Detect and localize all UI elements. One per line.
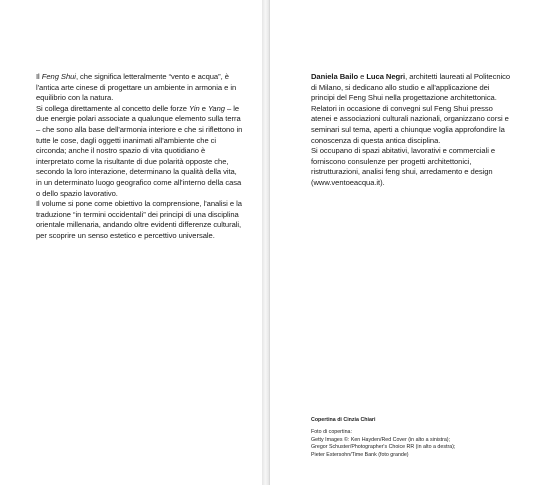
services-paragraph: Si occupano di spazi abitativi, lavorativi e commerciali e forniscono consulenze per progetti architettonici, ristrutturazioni, analisi feng shui, arredamento e design (www.ventoeacqua.it). bbox=[311, 146, 496, 187]
right-page-text bbox=[311, 72, 511, 189]
credit-line: Gregor Schuster/Photographer's Choice RR (in alto a destra); bbox=[311, 444, 456, 451]
credit-line: Foto di copertina: bbox=[311, 429, 352, 436]
yin-yang-paragraph bbox=[36, 104, 244, 199]
cover-credit-title: Copertina di Cinzia Chiari bbox=[311, 417, 376, 423]
credit-line: Getty Images ©: Ken Hayden/Red Cover (in alto a sinistra); bbox=[311, 436, 451, 443]
text-segment: e bbox=[358, 72, 367, 81]
text-segment: , architetti laureati al Politecnico di Milano, si dedicano allo studio e all'applicazione dei principi del Feng Shui nella progettazione architettonica. Relatori in occasione di convegni sul Feng Shui presso atenei e associazioni culturali nazionali, organizzano corsi e seminari sul tema, aperti a chiunque voglia approfondire la conoscenza di questa antica disciplina. bbox=[311, 72, 511, 145]
text-segment-italic: Feng Shui bbox=[41, 72, 76, 81]
text-segment-italic: Yang bbox=[207, 103, 225, 113]
author-name: Daniela Bailo bbox=[311, 72, 359, 81]
text-segment: , che significa letteralmente “vento e acqua”, è l'antica arte cinese di progettare un ambiente in armonia e in equilibrio con la natura. bbox=[36, 72, 237, 103]
text-segment: – le due energie polari associate a qualunque elemento sulla terra – che sono alla base dell'armonia interiore e che si riflettono in tutte le cose, dagli oggetti inanimati all'ambiente che ci circonda; anche il nostro spazio di vita quotidiano è interpretato come la risultante di due polarità opposte che, secondo la loro interazione, determinano la qualità della vita, in un determinato luogo geografico come all'interno della casa o dello spazio lavorativo. bbox=[36, 103, 243, 198]
book-gutter bbox=[262, 0, 269, 485]
left-page-text bbox=[36, 72, 244, 242]
volume-goal-paragraph bbox=[36, 199, 244, 241]
credit-line: Pieter Estersohn/Time Bank (foto grande) bbox=[311, 451, 409, 458]
text-segment-italic: Yin bbox=[188, 103, 200, 113]
text-segment: Il volume si pone come obiettivo la comprensione, l'analisi e la traduzione “in termini occidentali” dei principi di una disciplina orientale millenaria, andando oltre evidenti differenze culturali, per scoprire un senso estetico e percettivo universale. bbox=[36, 199, 242, 240]
text-segment: Si collega direttamente al concetto delle forze bbox=[36, 103, 189, 113]
intro-paragraph bbox=[36, 72, 244, 104]
authors-paragraph bbox=[311, 72, 511, 146]
text-segment: e bbox=[199, 103, 208, 113]
text-segment: Il bbox=[36, 72, 42, 81]
cover-credits bbox=[311, 417, 521, 459]
author-name: Luca Negri bbox=[366, 72, 406, 81]
